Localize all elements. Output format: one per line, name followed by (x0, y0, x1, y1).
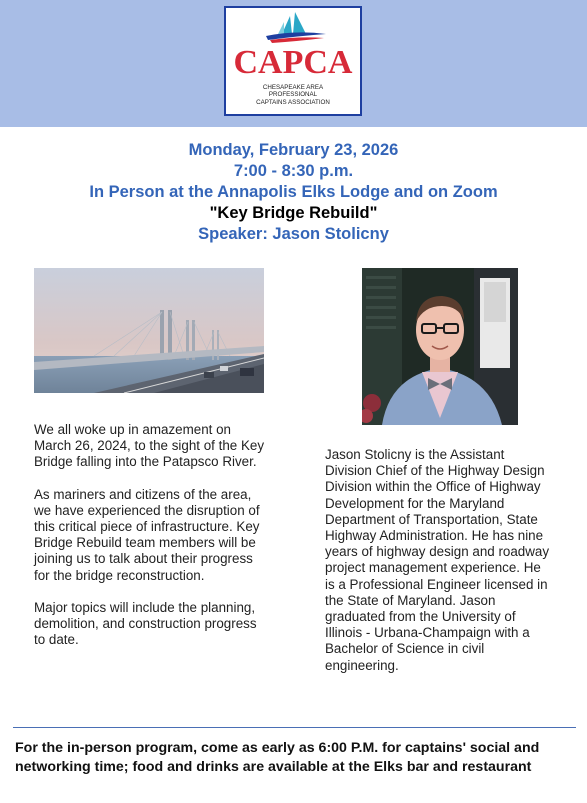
left-column-text (34, 422, 270, 664)
capca-logo (224, 6, 362, 116)
intro-paragraph: We all woke up in amazement on March 26, 2024, to the sight of the Key Bridge falling into the Patapsco River. (34, 422, 265, 470)
disruption-paragraph: As mariners and citizens of the area, we have experienced the disruption of this critical piece of infrastructure. Key Bridge Rebuild team members will be joining us to talk about their progress for the bridge reconstruction. (34, 486, 260, 583)
logo-wordmark: CAPCA (233, 44, 353, 81)
logo-subtitle: CHESAPEAKE AREA PROFESSIONAL CAPTAINS ASSOCIATION (256, 84, 330, 106)
event-title: "Key Bridge Rebuild" (209, 204, 378, 222)
bridge-rendering-image (34, 268, 264, 393)
event-time: 7:00 - 8:30 p.m. (233, 162, 354, 180)
topics-paragraph: Major topics will include the planning, demolition, and construction progress to date. (34, 599, 257, 648)
footer-divider (13, 727, 576, 728)
event-speaker: Speaker: Jason Stolicny (198, 225, 389, 243)
event-date: Monday, February 23, 2026 (188, 141, 399, 159)
speaker-bio (325, 447, 551, 690)
bio-paragraph: Jason Stolicny is the Assistant Division Chief of the Highway Design Division within the Office of Highway Development for the Maryland Department of Transportation, State Highway Administration. He has nine years of highway design and roadway project management experience. He is a Professional Engineer licensed in the State of Maryland. Jason graduated from the University of Illinois - Urbana-Champaign with a Bachelor of Science in civil engineering. (325, 447, 550, 673)
speaker-portrait-photo (362, 268, 518, 425)
sailboat-ship-icon (226, 8, 360, 48)
event-location: In Person at the Annapolis Elks Lodge and on Zoom (89, 183, 498, 201)
footer-note: For the in-person program, come as early as 6:00 P.M. for captains' social and networking time; food and drinks are available at the Elks bar and restaurant (15, 740, 540, 775)
